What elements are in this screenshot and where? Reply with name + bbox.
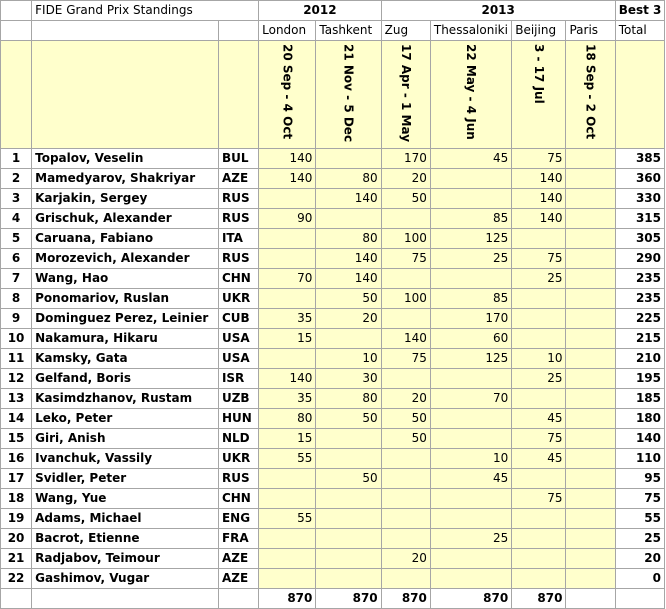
player-score [430, 369, 511, 389]
player-score: 60 [430, 329, 511, 349]
player-score [259, 529, 316, 549]
player-score [512, 549, 566, 569]
table-row [1, 569, 665, 589]
player-score [566, 409, 615, 429]
player-score [512, 309, 566, 329]
player-score [381, 369, 430, 389]
player-score: 35 [259, 389, 316, 409]
table-row [1, 329, 665, 349]
player-rank: 4 [1, 209, 32, 229]
player-score: 10 [430, 449, 511, 469]
player-total: 20 [615, 549, 664, 569]
city-beijing: Beijing [512, 21, 566, 41]
player-score [381, 449, 430, 469]
player-score [430, 189, 511, 209]
player-rank: 19 [1, 509, 32, 529]
player-rank: 1 [1, 149, 32, 169]
player-total: 385 [615, 149, 664, 169]
player-score [259, 469, 316, 489]
player-score [512, 229, 566, 249]
player-total: 225 [615, 309, 664, 329]
player-score: 25 [430, 249, 511, 269]
player-total: 185 [615, 389, 664, 409]
player-rank: 7 [1, 269, 32, 289]
event-total: 870 [381, 589, 430, 609]
player-score [566, 229, 615, 249]
player-score [566, 449, 615, 469]
player-name: Gelfand, Boris [32, 369, 219, 389]
player-score [259, 489, 316, 509]
player-name: Caruana, Fabiano [32, 229, 219, 249]
city-tashkent: Tashkent [316, 21, 381, 41]
year-2013: 2013 [381, 1, 615, 21]
player-score [566, 529, 615, 549]
player-score [259, 349, 316, 369]
player-score [566, 429, 615, 449]
player-score [316, 509, 381, 529]
player-score: 100 [381, 289, 430, 309]
player-score [259, 189, 316, 209]
player-score: 25 [512, 269, 566, 289]
player-name: Wang, Yue [32, 489, 219, 509]
player-score: 140 [316, 249, 381, 269]
player-total: 215 [615, 329, 664, 349]
city-zug: Zug [381, 21, 430, 41]
player-name: Nakamura, Hikaru [32, 329, 219, 349]
player-name: Svidler, Peter [32, 469, 219, 489]
year-2012: 2012 [259, 1, 382, 21]
player-total: 140 [615, 429, 664, 449]
table-row [1, 349, 665, 369]
player-score [381, 529, 430, 549]
date-tashkent: 21 Nov - 5 Dec [341, 44, 356, 143]
player-total: 195 [615, 369, 664, 389]
table-row [1, 529, 665, 549]
table-row [1, 149, 665, 169]
player-rank: 22 [1, 569, 32, 589]
player-score [566, 169, 615, 189]
player-score: 140 [512, 209, 566, 229]
player-score: 80 [316, 229, 381, 249]
table-row [1, 509, 665, 529]
player-rank: 10 [1, 329, 32, 349]
player-score [259, 549, 316, 569]
player-federation: RUS [218, 189, 258, 209]
table-row [1, 169, 665, 189]
player-score [259, 569, 316, 589]
player-score [566, 209, 615, 229]
player-score: 55 [259, 449, 316, 469]
city-paris: Paris [566, 21, 615, 41]
player-score: 10 [316, 349, 381, 369]
player-federation: CUB [218, 309, 258, 329]
player-score: 170 [430, 309, 511, 329]
player-total: 180 [615, 409, 664, 429]
player-score [512, 509, 566, 529]
player-score [566, 549, 615, 569]
player-score: 15 [259, 329, 316, 349]
player-rank: 14 [1, 409, 32, 429]
totals-row [1, 589, 665, 609]
player-score [566, 249, 615, 269]
player-rank: 16 [1, 449, 32, 469]
player-score [316, 569, 381, 589]
table-row [1, 249, 665, 269]
player-total: 235 [615, 269, 664, 289]
player-federation: ITA [218, 229, 258, 249]
player-federation: AZE [218, 549, 258, 569]
player-federation: NLD [218, 429, 258, 449]
player-score: 55 [259, 509, 316, 529]
player-score [430, 489, 511, 509]
player-score [566, 289, 615, 309]
player-name: Adams, Michael [32, 509, 219, 529]
player-score: 140 [259, 149, 316, 169]
player-score [566, 349, 615, 369]
player-score [316, 549, 381, 569]
player-score: 125 [430, 229, 511, 249]
title-row [1, 1, 665, 21]
date-thessaloniki: 22 May - 4 Jun [464, 44, 479, 140]
event-total: 870 [512, 589, 566, 609]
date-zug: 17 Apr - 1 May [398, 44, 413, 143]
city-row [1, 21, 665, 41]
player-rank: 2 [1, 169, 32, 189]
player-score: 45 [512, 409, 566, 429]
player-rank: 20 [1, 529, 32, 549]
player-total: 315 [615, 209, 664, 229]
player-score [316, 149, 381, 169]
player-score [566, 309, 615, 329]
player-score: 45 [512, 449, 566, 469]
player-score [566, 469, 615, 489]
table-row [1, 289, 665, 309]
player-score [381, 209, 430, 229]
player-total: 110 [615, 449, 664, 469]
table-row [1, 229, 665, 249]
player-score [381, 469, 430, 489]
player-score: 100 [381, 229, 430, 249]
player-federation: RUS [218, 209, 258, 229]
player-total: 290 [615, 249, 664, 269]
city-london: London [259, 21, 316, 41]
table-row [1, 449, 665, 469]
event-total: 870 [259, 589, 316, 609]
player-score [381, 489, 430, 509]
player-rank: 3 [1, 189, 32, 209]
player-score: 75 [381, 349, 430, 369]
date-paris: 18 Sep - 2 Oct [583, 44, 598, 140]
player-name: Leko, Peter [32, 409, 219, 429]
player-federation: RUS [218, 249, 258, 269]
player-name: Gashimov, Vugar [32, 569, 219, 589]
player-federation: UKR [218, 289, 258, 309]
best-header: Best 3 [615, 1, 664, 21]
player-federation: ENG [218, 509, 258, 529]
player-rank: 5 [1, 229, 32, 249]
player-score [512, 389, 566, 409]
player-score: 75 [512, 149, 566, 169]
player-score [430, 569, 511, 589]
player-total: 235 [615, 289, 664, 309]
player-score: 140 [512, 189, 566, 209]
player-name: Ivanchuk, Vassily [32, 449, 219, 469]
player-score: 75 [512, 249, 566, 269]
table-row [1, 309, 665, 329]
player-score: 45 [430, 469, 511, 489]
player-name: Bacrot, Etienne [32, 529, 219, 549]
player-federation: HUN [218, 409, 258, 429]
player-federation: BUL [218, 149, 258, 169]
player-name: Dominguez Perez, Leinier [32, 309, 219, 329]
player-name: Topalov, Veselin [32, 149, 219, 169]
player-score: 20 [381, 549, 430, 569]
table-row [1, 549, 665, 569]
player-score: 50 [381, 429, 430, 449]
player-score: 50 [381, 189, 430, 209]
player-rank: 8 [1, 289, 32, 309]
player-name: Kamsky, Gata [32, 349, 219, 369]
player-score: 10 [512, 349, 566, 369]
player-name: Wang, Hao [32, 269, 219, 289]
player-score [316, 329, 381, 349]
player-score [259, 229, 316, 249]
table-row [1, 189, 665, 209]
player-name: Radjabov, Teimour [32, 549, 219, 569]
player-score [381, 509, 430, 529]
player-score: 125 [430, 349, 511, 369]
player-name: Morozevich, Alexander [32, 249, 219, 269]
player-score [316, 529, 381, 549]
player-total: 305 [615, 229, 664, 249]
table-row [1, 409, 665, 429]
player-rank: 15 [1, 429, 32, 449]
player-federation: CHN [218, 269, 258, 289]
player-name: Ponomariov, Ruslan [32, 289, 219, 309]
player-score [316, 449, 381, 469]
player-score: 75 [512, 489, 566, 509]
player-rank: 21 [1, 549, 32, 569]
player-score [566, 489, 615, 509]
player-federation: AZE [218, 169, 258, 189]
player-score: 45 [430, 149, 511, 169]
player-score [430, 549, 511, 569]
player-federation: ISR [218, 369, 258, 389]
player-score: 20 [316, 309, 381, 329]
date-london: 20 Sep - 4 Oct [280, 44, 295, 140]
player-score: 30 [316, 369, 381, 389]
player-score: 50 [316, 289, 381, 309]
table-row [1, 209, 665, 229]
player-score: 140 [316, 269, 381, 289]
event-total: 870 [430, 589, 511, 609]
player-score: 25 [430, 529, 511, 549]
player-score: 85 [430, 209, 511, 229]
player-score [316, 489, 381, 509]
player-score [512, 469, 566, 489]
player-name: Karjakin, Sergey [32, 189, 219, 209]
player-score [566, 509, 615, 529]
player-score: 50 [316, 409, 381, 429]
player-federation: RUS [218, 469, 258, 489]
player-federation: USA [218, 329, 258, 349]
player-score: 25 [512, 369, 566, 389]
player-rank: 9 [1, 309, 32, 329]
player-score [316, 429, 381, 449]
player-total: 330 [615, 189, 664, 209]
player-score: 75 [381, 249, 430, 269]
table-row [1, 429, 665, 449]
player-score: 140 [316, 189, 381, 209]
player-federation: AZE [218, 569, 258, 589]
player-score [430, 509, 511, 529]
player-score: 80 [316, 389, 381, 409]
player-score: 15 [259, 429, 316, 449]
player-rank: 11 [1, 349, 32, 369]
player-score [566, 149, 615, 169]
date-beijing: 3 - 17 Jul [531, 44, 546, 104]
player-score: 80 [316, 169, 381, 189]
player-score: 80 [259, 409, 316, 429]
player-score: 170 [381, 149, 430, 169]
player-score [381, 569, 430, 589]
player-total: 360 [615, 169, 664, 189]
player-score [381, 309, 430, 329]
player-rank: 6 [1, 249, 32, 269]
player-score [512, 529, 566, 549]
player-score [316, 209, 381, 229]
player-score [566, 369, 615, 389]
player-total: 55 [615, 509, 664, 529]
player-total: 25 [615, 529, 664, 549]
player-score: 140 [512, 169, 566, 189]
player-rank: 17 [1, 469, 32, 489]
player-score: 35 [259, 309, 316, 329]
player-name: Mamedyarov, Shakriyar [32, 169, 219, 189]
player-score: 85 [430, 289, 511, 309]
player-score [566, 389, 615, 409]
table-title: FIDE Grand Prix Standings [32, 1, 259, 21]
player-score [566, 269, 615, 289]
date-row [1, 41, 665, 149]
player-score: 20 [381, 389, 430, 409]
total-header: Total [615, 21, 664, 41]
player-total: 0 [615, 569, 664, 589]
player-score [259, 249, 316, 269]
player-federation: UKR [218, 449, 258, 469]
table-row [1, 469, 665, 489]
player-score: 70 [259, 269, 316, 289]
player-score [430, 429, 511, 449]
player-score [512, 569, 566, 589]
player-score: 140 [259, 369, 316, 389]
city-thessaloniki: Thessaloniki [430, 21, 511, 41]
player-score [259, 289, 316, 309]
player-score [512, 329, 566, 349]
event-total: 870 [316, 589, 381, 609]
player-total: 95 [615, 469, 664, 489]
player-score [430, 409, 511, 429]
table-row [1, 489, 665, 509]
player-score: 20 [381, 169, 430, 189]
player-score: 140 [381, 329, 430, 349]
player-score [512, 289, 566, 309]
table-row [1, 369, 665, 389]
player-federation: UZB [218, 389, 258, 409]
player-rank: 12 [1, 369, 32, 389]
player-federation: CHN [218, 489, 258, 509]
player-total: 210 [615, 349, 664, 369]
player-federation: FRA [218, 529, 258, 549]
player-score [566, 189, 615, 209]
player-score [430, 269, 511, 289]
table-row [1, 269, 665, 289]
player-score: 50 [381, 409, 430, 429]
player-name: Giri, Anish [32, 429, 219, 449]
player-score: 140 [259, 169, 316, 189]
player-score [381, 269, 430, 289]
player-name: Grischuk, Alexander [32, 209, 219, 229]
player-score [566, 329, 615, 349]
player-score [566, 569, 615, 589]
player-federation: USA [218, 349, 258, 369]
player-rank: 18 [1, 489, 32, 509]
player-name: Kasimdzhanov, Rustam [32, 389, 219, 409]
player-score [430, 169, 511, 189]
player-score: 50 [316, 469, 381, 489]
player-rank: 13 [1, 389, 32, 409]
table-row [1, 389, 665, 409]
event-total [566, 589, 615, 609]
player-score: 70 [430, 389, 511, 409]
player-score: 75 [512, 429, 566, 449]
player-score: 90 [259, 209, 316, 229]
player-total: 75 [615, 489, 664, 509]
